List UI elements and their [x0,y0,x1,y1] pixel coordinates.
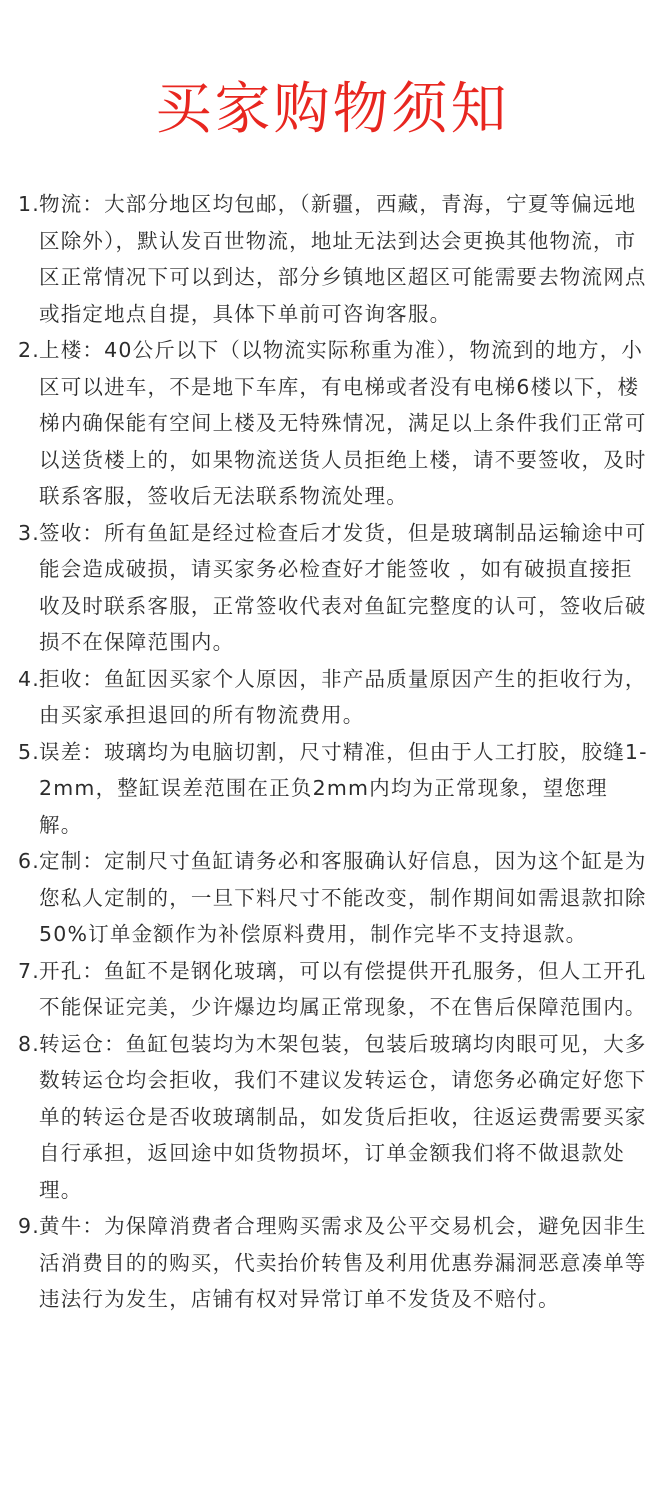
notice-item [18,953,650,1026]
notice-text: 开孔：鱼缸不是钢化玻璃，可以有偿提供开孔服务，但人工开孔不能保证完美，少许爆边均属正常现象，不在售后保障范围内。 [39,958,647,1019]
notice-item [18,186,650,332]
notice-text: 黄牛：为保障消费者合理购买需求及公平交易机会，避免因非生活消费目的的购买，代卖抬价转售及利用优惠券漏洞恶意凑单等违法行为发生，店铺有权对异常订单不发货及不赔付。 [39,1214,647,1311]
notice-text: 定制：定制尺寸鱼缸请务必和客服确认好信息，因为这个缸是为您私人定制的，一旦下料尺寸不能改变，制作期间如需退款扣除50%订单金额作为补偿原料费用，制作完毕不支持退款。 [39,849,647,946]
notice-number: 9. [18,1214,40,1238]
notice-item [18,515,650,661]
notice-text: 转运仓：鱼缸包装均为木架包装，包装后玻璃均肉眼可见，大多数转运仓均会拒收，我们不建议发转运仓，请您务必确定好您下单的转运仓是否收玻璃制品，如发货后拒收，往返运费需要买家自行承担，返回途中如货物损坏，订单金额我们将不做退款处理。 [39,1031,647,1202]
notice-text: 上楼：40公斤以下（以物流实际称重为准），物流到的地方，小区可以进车，不是地下车库，有电梯或者没有电梯6楼以下，楼梯内确保能有空间上楼及无特殊情况，满足以上条件我们正常可以送货楼上的，如果物流送货人员拒绝上楼，请不要签收，及时联系客服，签收后无法联系物流处理。 [39,338,647,508]
notice-item [18,1208,650,1318]
notice-text: 误差：玻璃均为电脑切割，尺寸精准，但由于人工打胶，胶缝1-2mm，整缸误差范围在正负2mm内均为正常现象，望您理解。 [39,739,648,837]
notice-text: 拒收：鱼缸因买家个人原因，非产品质量原因产生的拒收行为，由买家承担退回的所有物流费用。 [39,666,647,727]
notice-item [18,661,650,734]
notice-number: 4. [18,666,40,691]
page-title: 买家购物须知 [155,77,510,142]
notice-number: 7. [18,958,40,983]
notice-number: 6. [18,849,40,873]
notice-number: 8. [18,1031,40,1056]
notice-list [18,186,650,1318]
notice-text: 物流：大部分地区均包邮，（新疆，西藏，青海，宁夏等偏远地区除外），默认发百世物流，地址无法到达会更换其他物流，市区正常情况下可以到达，部分乡镇地区超区可能需要去物流网点或指定地点自提，具体下单前可咨询客服。 [39,192,647,326]
notice-number: 5. [18,739,40,764]
notice-number: 1. [18,192,40,216]
notice-item [18,734,650,844]
notice-item [18,843,650,953]
notice-number: 3. [18,520,40,545]
notice-item [18,1026,650,1209]
notice-number: 2. [18,338,40,362]
notice-item [18,332,650,515]
notice-text: 签收：所有鱼缸是经过检查后才发货，但是玻璃制品运输途中可能会造成破损，请买家务必检查好才能签收 ，如有破损直接拒收及时联系客服，正常签收代表对鱼缸完整度的认可，签收后破损不在保障范围内。 [39,520,647,654]
